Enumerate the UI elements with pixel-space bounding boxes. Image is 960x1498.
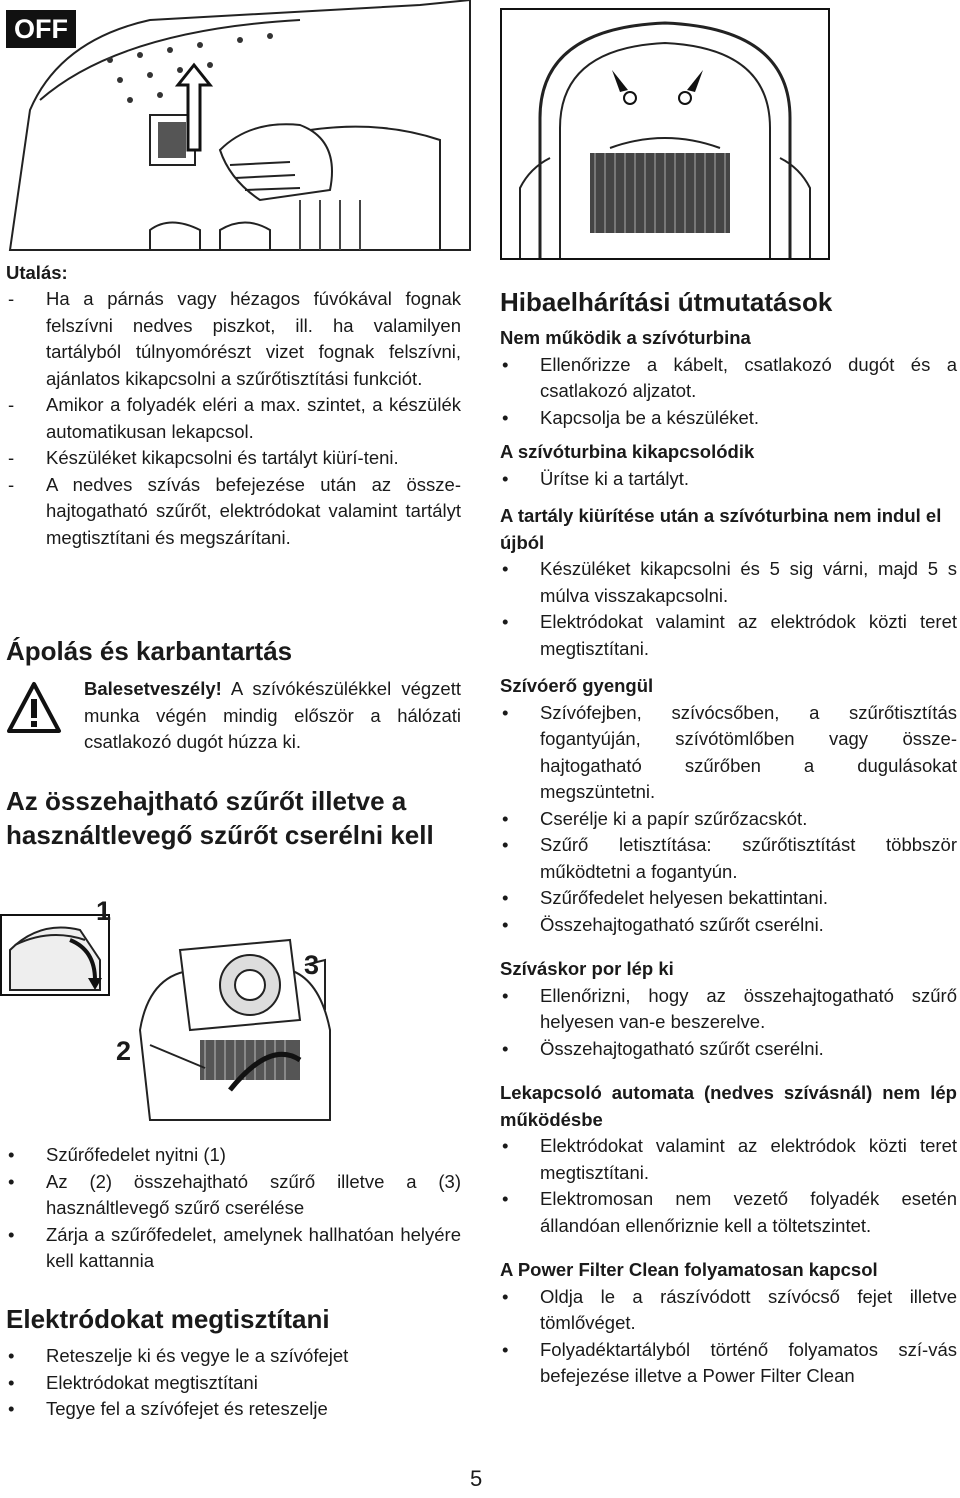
note-item: - Készüléket kikapcsolni és tartályt kiürí-teni. xyxy=(6,445,461,472)
filter-replacement-illustration xyxy=(0,890,340,1130)
electrode-heading: Elektródokat megtisztítani xyxy=(6,1304,330,1334)
note-item: - Amikor a folyadék eléri a max. szintet, a készülék automatikusan lekapcsol. xyxy=(6,392,461,445)
trouble-item: • Kapcsolja be a készüléket. xyxy=(500,405,957,432)
electrode-step: • Tegye fel a szívófejet és reteszelje xyxy=(6,1396,461,1423)
note-item: - Ha a párnás vagy hézagos fúvókával fognak felszívni nedves piszkot, ill. ha valamilyen tartályból túlnyomórészt vizet fognak felszívni, ajánlatos kikapcsolni a szűrőtisztítási funkciót. xyxy=(6,286,461,392)
trouble-section-title: A Power Filter Clean folyamatosan kapcsol xyxy=(500,1259,878,1280)
trouble-item: • Összehajtogatható szűrőt cserélni. xyxy=(500,1036,957,1063)
trouble-section xyxy=(500,1257,957,1390)
trouble-item: • Szűrő letisztítása: szűrőtisztítást többször működtetni a fogantyún. xyxy=(500,832,957,885)
filter-frame-illustration xyxy=(500,8,830,260)
trouble-section xyxy=(500,956,957,1062)
trouble-item: • Folyadéktartályból történő folyamatos szí-vás befejezése illetve a Power Filter Clean xyxy=(500,1337,957,1390)
note-item: - A nedves szívás befejezése után az össze-hajtogatható szűrőt, elektródokat valamint tartályt megtisztítani és megszárítani. xyxy=(6,472,461,552)
figure-number-3: 3 xyxy=(304,950,320,980)
trouble-item: • Készüléket kikapcsolni és 5 sig várni, majd 5 s múlva visszakapcsolni. xyxy=(500,556,957,609)
trouble-section-title: A szívóturbina kikapcsolódik xyxy=(500,441,755,462)
trouble-item: • Szűrőfedelet helyesen bekattintani. xyxy=(500,885,957,912)
trouble-item: • Szívófejben, szívócsőben, a szűrőtisztítás fogantyúján, szívótömlőben vagy össze-hajtogatható szűrőben a dugulásokat megszüntetni. xyxy=(500,700,957,806)
trouble-item: • Elektródokat valamint az elektródok közti teret megtisztítani. xyxy=(500,609,957,662)
filter-step: • Az (2) összehajtható szűrő illetve a (3) használtlevegő szűrő cserélése xyxy=(6,1169,461,1222)
trouble-section-title: Lekapcsoló automata (nedves szívásnál) nem lép működésbe xyxy=(500,1082,957,1130)
troubleshooting-heading: Hibaelhárítási útmutatások xyxy=(500,287,833,317)
warning-icon xyxy=(6,680,62,736)
electrode-steps-list xyxy=(6,1343,461,1423)
off-label: OFF xyxy=(6,10,76,48)
filter-steps-list xyxy=(6,1142,461,1275)
trouble-item: • Ellenőrizni, hogy az összehajtogatható szűrő helyesen van-e beszerelve. xyxy=(500,983,957,1036)
trouble-section xyxy=(500,1080,957,1239)
care-heading: Ápolás és karbantartás xyxy=(6,636,293,666)
trouble-item: • Oldja le a rászívódott szívócső fejet illetve tömlővéget. xyxy=(500,1284,957,1337)
note-list xyxy=(6,286,461,551)
trouble-section-title: Szíváskor por lép ki xyxy=(500,958,674,979)
trouble-item: • Elektródokat valamint az elektródok közti teret megtisztítani. xyxy=(500,1133,957,1186)
trouble-section xyxy=(500,673,957,938)
electrode-step: • Elektródokat megtisztítani xyxy=(6,1370,461,1397)
warning-bold: Balesetveszély! xyxy=(84,678,222,699)
trouble-section xyxy=(500,503,957,662)
filter-step: • Zárja a szűrőfedelet, amelynek hallhatóan helyére kell kattannia xyxy=(6,1222,461,1275)
figure-number-1: 1 xyxy=(96,896,112,926)
trouble-section-title: A tartály kiürítése után a szívóturbina nem indul el újból xyxy=(500,505,942,553)
electrode-step: • Reteszelje ki és vegye le a szívófejet xyxy=(6,1343,461,1370)
filter-heading: Az összehajtható szűrőt illetve a használtlevegő szűrőt cserélni kell xyxy=(6,786,434,850)
trouble-section xyxy=(500,439,957,492)
trouble-item: • Elektromosan nem vezető folyadék esetén állandóan ellenőriznie kell a töltetszintet. xyxy=(500,1186,957,1239)
trouble-section-title: Szívóerő gyengül xyxy=(500,675,654,696)
warning-body: A szívókészülékkel végzett munka végén mindig először a hálózati csatlakozó dugót húzza ki. xyxy=(84,678,461,752)
off-switch-illustration xyxy=(0,0,480,255)
warning-text xyxy=(84,676,461,756)
trouble-item: • Ürítse ki a tartályt. xyxy=(500,466,957,493)
trouble-item: • Cserélje ki a papír szűrőzacskót. xyxy=(500,806,957,833)
figure-number-2: 2 xyxy=(116,1036,132,1066)
page-number: 5 xyxy=(470,1466,483,1491)
note-title: Utalás: xyxy=(6,262,68,283)
trouble-item: • Összehajtogatható szűrőt cserélni. xyxy=(500,912,957,939)
troubleshooting-sections xyxy=(500,325,957,1390)
filter-step: • Szűrőfedelet nyitni (1) xyxy=(6,1142,461,1169)
trouble-section-title: Nem működik a szívóturbina xyxy=(500,327,751,348)
trouble-section xyxy=(500,325,957,431)
trouble-item: • Ellenőrizze a kábelt, csatlakozó dugót és a csatlakozó aljzatot. xyxy=(500,352,957,405)
